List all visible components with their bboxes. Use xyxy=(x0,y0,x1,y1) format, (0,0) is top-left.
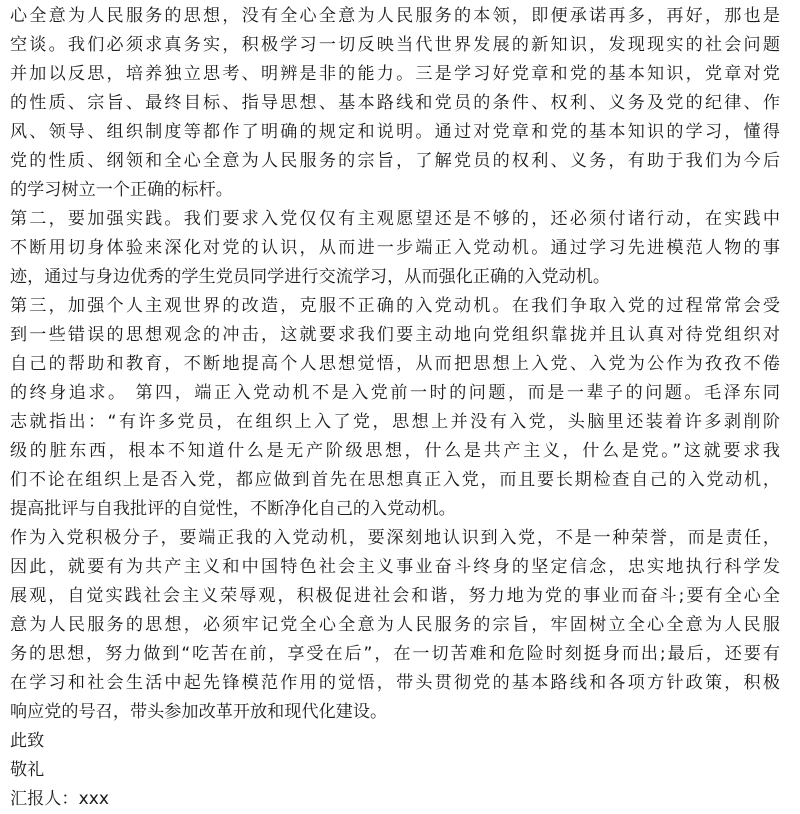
text-line: 党的性质、纲领和全心全意为人民服务的宗旨，了解党员的权利、义务，有助于我们为今后 xyxy=(10,151,780,171)
text-line: 不断用切身体验来深化对党的认识，从而进一步端正入党动机。通过学习先进模范人物的事 xyxy=(10,238,780,258)
text-line: 自己的帮助和教育，不断地提高个人思想觉悟，从而把思想上入党、入党为公作为孜孜不倦 xyxy=(10,354,780,374)
document-body xyxy=(0,2,800,814)
text-line: 到一些错误的思想观念的冲击，这就要求我们要主动地向党组织靠拢并且认真对待党组织对 xyxy=(10,325,780,345)
text-line: 志就指出：“有许多党员，在组织上入了党，思想上并没有入党，头脑里还装着许多剥削阶 xyxy=(10,412,780,432)
text-line: 提高批评与自我批评的自觉性，不断净化自己的入党动机。 xyxy=(10,499,456,519)
text-line: 意为人民服务的思想，必须牢记党全心全意为人民服务的宗旨，牢固树立全心全意为人民服 xyxy=(10,615,780,635)
text-line: 此致 xyxy=(10,731,45,751)
text-line: 展观，自觉实践社会主义荣辱观，积极促进社会和谐，努力地为党的事业而奋斗;要有全心全 xyxy=(10,586,780,606)
text-line: 的学习树立一个正确的标杆。 xyxy=(10,180,233,200)
text-line: 作为入党积极分子，要端正我的入党动机，要深刻地认识到入党，不是一种荣誉，而是责任， xyxy=(10,528,780,548)
text-line: 响应党的号召，带头参加改革开放和现代化建设。 xyxy=(10,702,388,722)
text-line: 汇报人：xxx xyxy=(10,789,110,809)
text-line: 第二，要加强实践。我们要求入党仅仅有主观愿望还是不够的，还必须付诸行动，在实践中 xyxy=(10,209,780,229)
text-line: 心全意为人民服务的思想，没有全心全意为人民服务的本领，即便承诺再多，再好，那也是 xyxy=(10,6,780,26)
text-line: 风、领导、组织制度等都作了明确的规定和说明。通过对党章和党的基本知识的学习，懂得 xyxy=(10,122,780,142)
text-line: 在学习和社会生活中起先锋模范作用的觉悟，带头贯彻党的基本路线和各项方针政策，积极 xyxy=(10,673,780,693)
text-line: 迹，通过与身边优秀的学生党员同学进行交流学习，从而强化正确的入党动机。 xyxy=(10,267,611,287)
text-line: 的性质、宗旨、最终目标、指导思想、基本路线和党员的条件、权利、义务及党的纪律、作 xyxy=(10,93,780,113)
text-line: 敬礼 xyxy=(10,760,45,780)
text-line: 务的思想，努力做到“吃苦在前，享受在后”，在一切苦难和危险时刻挺身而出;最后，还要有 xyxy=(10,644,780,664)
text-line: 们不论在组织上是否入党，都应做到首先在思想真正入党，而且要长期检查自己的入党动机， xyxy=(10,470,780,490)
text-line: 空谈。我们必须求真务实，积极学习一切反映当代世界发展的新知识，发现现实的社会问题 xyxy=(10,35,780,55)
text-line: 第三，加强个人主观世界的改造，克服不正确的入党动机。在我们争取入党的过程常常会受 xyxy=(10,296,780,316)
text-line: 的终身追求。 第四，端正入党动机不是入党前一时的问题，而是一辈子的问题。毛泽东同 xyxy=(10,383,780,403)
text-line: 级的脏东西，根本不知道什么是无产阶级思想，什么是共产主义，什么是党。”这就要求我 xyxy=(10,441,780,461)
text-line: 因此，就要有为共产主义和中国特色社会主义事业奋斗终身的坚定信念，忠实地执行科学发 xyxy=(10,557,780,577)
text-line: 并加以反思，培养独立思考、明辨是非的能力。三是学习好党章和党的基本知识，党章对党 xyxy=(10,64,780,84)
